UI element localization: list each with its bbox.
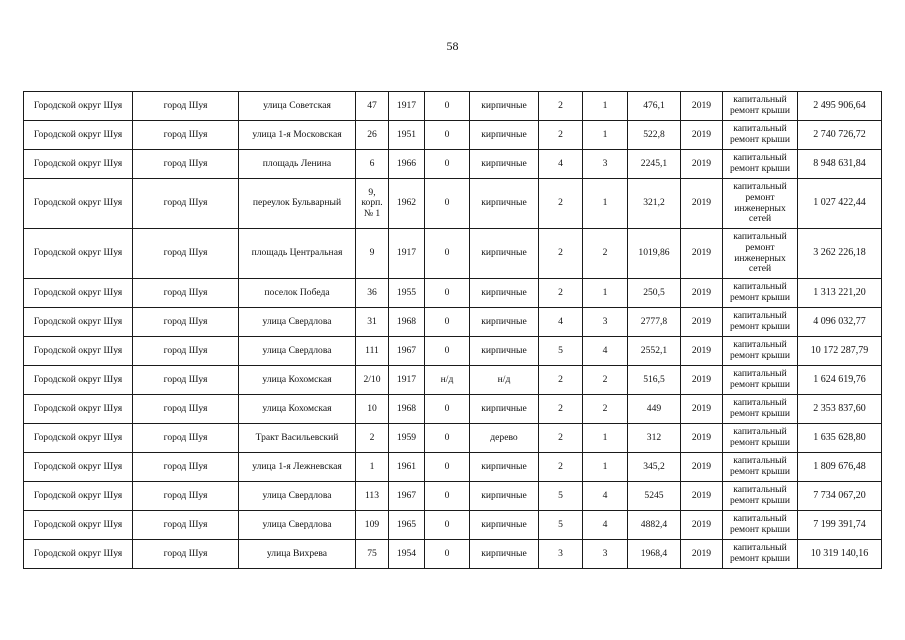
table-row bbox=[24, 482, 882, 511]
cost-cell: 2 495 906,64 bbox=[798, 92, 882, 121]
house-number-cell: 47 bbox=[356, 92, 389, 121]
area-cell: 449 bbox=[628, 395, 681, 424]
cost-cell: 7 199 391,74 bbox=[798, 511, 882, 540]
municipality-cell: Городской округ Шуя bbox=[24, 511, 133, 540]
table-row bbox=[24, 308, 882, 337]
floors-cell: 4 bbox=[539, 150, 583, 179]
year-built-cell: 1917 bbox=[389, 366, 425, 395]
settlement-cell: город Шуя bbox=[133, 482, 239, 511]
year-built-cell: 1959 bbox=[389, 424, 425, 453]
wall-material-cell: кирпичные bbox=[470, 179, 539, 229]
table-row bbox=[24, 337, 882, 366]
entrances-cell: 2 bbox=[583, 395, 628, 424]
house-number-cell: 31 bbox=[356, 308, 389, 337]
year-built-cell: 1951 bbox=[389, 121, 425, 150]
entrances-cell: 2 bbox=[583, 229, 628, 279]
year-built-cell: 1961 bbox=[389, 453, 425, 482]
street-cell: улица Вихрева bbox=[239, 540, 356, 569]
column-6-cell: н/д bbox=[425, 366, 470, 395]
table-row bbox=[24, 179, 882, 229]
floors-cell: 2 bbox=[539, 366, 583, 395]
year-built-cell: 1967 bbox=[389, 482, 425, 511]
column-6-cell: 0 bbox=[425, 453, 470, 482]
table-row bbox=[24, 279, 882, 308]
entrances-cell: 1 bbox=[583, 279, 628, 308]
street-cell: улица Свердлова bbox=[239, 482, 356, 511]
wall-material-cell: кирпичные bbox=[470, 337, 539, 366]
column-6-cell: 0 bbox=[425, 308, 470, 337]
column-6-cell: 0 bbox=[425, 179, 470, 229]
municipality-cell: Городской округ Шуя bbox=[24, 308, 133, 337]
wall-material-cell: кирпичные bbox=[470, 150, 539, 179]
house-number-cell: 2 bbox=[356, 424, 389, 453]
cost-cell: 1 313 221,20 bbox=[798, 279, 882, 308]
street-cell: площадь Ленина bbox=[239, 150, 356, 179]
repair-year-cell: 2019 bbox=[681, 395, 723, 424]
entrances-cell: 3 bbox=[583, 308, 628, 337]
year-built-cell: 1965 bbox=[389, 511, 425, 540]
house-number-cell: 2/10 bbox=[356, 366, 389, 395]
repair-year-cell: 2019 bbox=[681, 337, 723, 366]
wall-material-cell: кирпичные bbox=[470, 229, 539, 279]
cost-cell: 3 262 226,18 bbox=[798, 229, 882, 279]
entrances-cell: 1 bbox=[583, 121, 628, 150]
table-row bbox=[24, 366, 882, 395]
area-cell: 1019,86 bbox=[628, 229, 681, 279]
work-type-cell: капитальный ремонт крыши bbox=[723, 395, 798, 424]
street-cell: улица Свердлова bbox=[239, 511, 356, 540]
table-row bbox=[24, 424, 882, 453]
area-cell: 5245 bbox=[628, 482, 681, 511]
floors-cell: 2 bbox=[539, 92, 583, 121]
work-type-cell: капитальный ремонт крыши bbox=[723, 150, 798, 179]
column-6-cell: 0 bbox=[425, 229, 470, 279]
year-built-cell: 1968 bbox=[389, 395, 425, 424]
cost-cell: 1 624 619,76 bbox=[798, 366, 882, 395]
settlement-cell: город Шуя bbox=[133, 179, 239, 229]
municipality-cell: Городской округ Шуя bbox=[24, 337, 133, 366]
municipality-cell: Городской округ Шуя bbox=[24, 229, 133, 279]
entrances-cell: 4 bbox=[583, 511, 628, 540]
municipality-cell: Городской округ Шуя bbox=[24, 366, 133, 395]
repair-year-cell: 2019 bbox=[681, 121, 723, 150]
street-cell: улица Кохомская bbox=[239, 366, 356, 395]
work-type-cell: капитальный ремонт крыши bbox=[723, 424, 798, 453]
year-built-cell: 1968 bbox=[389, 308, 425, 337]
wall-material-cell: кирпичные bbox=[470, 279, 539, 308]
cost-cell: 4 096 032,77 bbox=[798, 308, 882, 337]
area-cell: 2777,8 bbox=[628, 308, 681, 337]
entrances-cell: 3 bbox=[583, 150, 628, 179]
street-cell: улица Свердлова bbox=[239, 308, 356, 337]
repair-year-cell: 2019 bbox=[681, 424, 723, 453]
municipality-cell: Городской округ Шуя bbox=[24, 92, 133, 121]
table-row bbox=[24, 229, 882, 279]
house-number-cell: 75 bbox=[356, 540, 389, 569]
repair-year-cell: 2019 bbox=[681, 482, 723, 511]
wall-material-cell: кирпичные bbox=[470, 453, 539, 482]
work-type-cell: капитальный ремонт инженерных сетей bbox=[723, 179, 798, 229]
entrances-cell: 1 bbox=[583, 179, 628, 229]
entrances-cell: 1 bbox=[583, 453, 628, 482]
table-row bbox=[24, 540, 882, 569]
settlement-cell: город Шуя bbox=[133, 453, 239, 482]
floors-cell: 2 bbox=[539, 121, 583, 150]
area-cell: 2552,1 bbox=[628, 337, 681, 366]
area-cell: 516,5 bbox=[628, 366, 681, 395]
house-number-cell: 6 bbox=[356, 150, 389, 179]
year-built-cell: 1917 bbox=[389, 229, 425, 279]
area-cell: 4882,4 bbox=[628, 511, 681, 540]
repair-year-cell: 2019 bbox=[681, 511, 723, 540]
settlement-cell: город Шуя bbox=[133, 308, 239, 337]
work-type-cell: капитальный ремонт крыши bbox=[723, 511, 798, 540]
cost-cell: 1 027 422,44 bbox=[798, 179, 882, 229]
wall-material-cell: кирпичные bbox=[470, 395, 539, 424]
column-6-cell: 0 bbox=[425, 337, 470, 366]
table-body bbox=[24, 92, 882, 569]
table-row bbox=[24, 121, 882, 150]
entrances-cell: 1 bbox=[583, 92, 628, 121]
municipality-cell: Городской округ Шуя bbox=[24, 179, 133, 229]
year-built-cell: 1967 bbox=[389, 337, 425, 366]
area-cell: 476,1 bbox=[628, 92, 681, 121]
work-type-cell: капитальный ремонт крыши bbox=[723, 337, 798, 366]
wall-material-cell: кирпичные bbox=[470, 308, 539, 337]
house-number-cell: 36 bbox=[356, 279, 389, 308]
work-type-cell: капитальный ремонт крыши bbox=[723, 482, 798, 511]
work-type-cell: капитальный ремонт крыши bbox=[723, 121, 798, 150]
column-6-cell: 0 bbox=[425, 511, 470, 540]
year-built-cell: 1955 bbox=[389, 279, 425, 308]
wall-material-cell: н/д bbox=[470, 366, 539, 395]
street-cell: улица 1-я Московская bbox=[239, 121, 356, 150]
street-cell: поселок Победа bbox=[239, 279, 356, 308]
street-cell: улица 1-я Лежневская bbox=[239, 453, 356, 482]
house-number-cell: 109 bbox=[356, 511, 389, 540]
municipality-cell: Городской округ Шуя bbox=[24, 395, 133, 424]
municipality-cell: Городской округ Шуя bbox=[24, 540, 133, 569]
column-6-cell: 0 bbox=[425, 279, 470, 308]
floors-cell: 5 bbox=[539, 511, 583, 540]
cost-cell: 10 172 287,79 bbox=[798, 337, 882, 366]
floors-cell: 2 bbox=[539, 453, 583, 482]
repair-year-cell: 2019 bbox=[681, 92, 723, 121]
area-cell: 1968,4 bbox=[628, 540, 681, 569]
entrances-cell: 1 bbox=[583, 424, 628, 453]
cost-cell: 1 635 628,80 bbox=[798, 424, 882, 453]
column-6-cell: 0 bbox=[425, 92, 470, 121]
table-row bbox=[24, 150, 882, 179]
work-type-cell: капитальный ремонт крыши bbox=[723, 279, 798, 308]
cost-cell: 2 740 726,72 bbox=[798, 121, 882, 150]
repair-year-cell: 2019 bbox=[681, 150, 723, 179]
work-type-cell: капитальный ремонт инженерных сетей bbox=[723, 229, 798, 279]
column-6-cell: 0 bbox=[425, 150, 470, 179]
work-type-cell: капитальный ремонт крыши bbox=[723, 92, 798, 121]
municipality-cell: Городской округ Шуя bbox=[24, 121, 133, 150]
floors-cell: 3 bbox=[539, 540, 583, 569]
table-row bbox=[24, 395, 882, 424]
house-number-cell: 9 bbox=[356, 229, 389, 279]
municipality-cell: Городской округ Шуя bbox=[24, 453, 133, 482]
repair-year-cell: 2019 bbox=[681, 229, 723, 279]
work-type-cell: капитальный ремонт крыши bbox=[723, 308, 798, 337]
column-6-cell: 0 bbox=[425, 424, 470, 453]
year-built-cell: 1962 bbox=[389, 179, 425, 229]
house-number-cell: 9, корп. № 1 bbox=[356, 179, 389, 229]
entrances-cell: 2 bbox=[583, 366, 628, 395]
cost-cell: 2 353 837,60 bbox=[798, 395, 882, 424]
settlement-cell: город Шуя bbox=[133, 92, 239, 121]
municipality-cell: Городской округ Шуя bbox=[24, 482, 133, 511]
floors-cell: 2 bbox=[539, 229, 583, 279]
repair-year-cell: 2019 bbox=[681, 366, 723, 395]
cost-cell: 1 809 676,48 bbox=[798, 453, 882, 482]
floors-cell: 2 bbox=[539, 179, 583, 229]
municipality-cell: Городской округ Шуя bbox=[24, 150, 133, 179]
wall-material-cell: кирпичные bbox=[470, 482, 539, 511]
table-row bbox=[24, 453, 882, 482]
column-6-cell: 0 bbox=[425, 121, 470, 150]
wall-material-cell: кирпичные bbox=[470, 121, 539, 150]
floors-cell: 2 bbox=[539, 279, 583, 308]
area-cell: 321,2 bbox=[628, 179, 681, 229]
settlement-cell: город Шуя bbox=[133, 366, 239, 395]
entrances-cell: 4 bbox=[583, 337, 628, 366]
column-6-cell: 0 bbox=[425, 482, 470, 511]
floors-cell: 4 bbox=[539, 308, 583, 337]
column-6-cell: 0 bbox=[425, 540, 470, 569]
area-cell: 345,2 bbox=[628, 453, 681, 482]
area-cell: 312 bbox=[628, 424, 681, 453]
area-cell: 2245,1 bbox=[628, 150, 681, 179]
street-cell: Тракт Васильевский bbox=[239, 424, 356, 453]
repair-year-cell: 2019 bbox=[681, 453, 723, 482]
house-number-cell: 10 bbox=[356, 395, 389, 424]
repair-year-cell: 2019 bbox=[681, 308, 723, 337]
municipality-cell: Городской округ Шуя bbox=[24, 279, 133, 308]
street-cell: переулок Бульварный bbox=[239, 179, 356, 229]
cost-cell: 7 734 067,20 bbox=[798, 482, 882, 511]
street-cell: улица Советская bbox=[239, 92, 356, 121]
table-row bbox=[24, 511, 882, 540]
table-row bbox=[24, 92, 882, 121]
column-6-cell: 0 bbox=[425, 395, 470, 424]
year-built-cell: 1966 bbox=[389, 150, 425, 179]
house-number-cell: 1 bbox=[356, 453, 389, 482]
cost-cell: 8 948 631,84 bbox=[798, 150, 882, 179]
year-built-cell: 1954 bbox=[389, 540, 425, 569]
housing-repair-table bbox=[23, 91, 882, 569]
work-type-cell: капитальный ремонт крыши bbox=[723, 540, 798, 569]
wall-material-cell: кирпичные bbox=[470, 92, 539, 121]
repair-year-cell: 2019 bbox=[681, 540, 723, 569]
settlement-cell: город Шуя bbox=[133, 229, 239, 279]
wall-material-cell: кирпичные bbox=[470, 511, 539, 540]
settlement-cell: город Шуя bbox=[133, 511, 239, 540]
municipality-cell: Городской округ Шуя bbox=[24, 424, 133, 453]
street-cell: улица Свердлова bbox=[239, 337, 356, 366]
area-cell: 250,5 bbox=[628, 279, 681, 308]
cost-cell: 10 319 140,16 bbox=[798, 540, 882, 569]
floors-cell: 5 bbox=[539, 337, 583, 366]
wall-material-cell: кирпичные bbox=[470, 540, 539, 569]
page-number: 58 bbox=[446, 39, 459, 53]
settlement-cell: город Шуя bbox=[133, 395, 239, 424]
house-number-cell: 26 bbox=[356, 121, 389, 150]
street-cell: площадь Центральная bbox=[239, 229, 356, 279]
floors-cell: 5 bbox=[539, 482, 583, 511]
entrances-cell: 3 bbox=[583, 540, 628, 569]
settlement-cell: город Шуя bbox=[133, 121, 239, 150]
settlement-cell: город Шуя bbox=[133, 540, 239, 569]
wall-material-cell: дерево bbox=[470, 424, 539, 453]
house-number-cell: 113 bbox=[356, 482, 389, 511]
floors-cell: 2 bbox=[539, 395, 583, 424]
work-type-cell: капитальный ремонт крыши bbox=[723, 366, 798, 395]
settlement-cell: город Шуя bbox=[133, 337, 239, 366]
floors-cell: 2 bbox=[539, 424, 583, 453]
house-number-cell: 111 bbox=[356, 337, 389, 366]
work-type-cell: капитальный ремонт крыши bbox=[723, 453, 798, 482]
year-built-cell: 1917 bbox=[389, 92, 425, 121]
entrances-cell: 4 bbox=[583, 482, 628, 511]
settlement-cell: город Шуя bbox=[133, 424, 239, 453]
street-cell: улица Кохомская bbox=[239, 395, 356, 424]
area-cell: 522,8 bbox=[628, 121, 681, 150]
settlement-cell: город Шуя bbox=[133, 279, 239, 308]
settlement-cell: город Шуя bbox=[133, 150, 239, 179]
repair-year-cell: 2019 bbox=[681, 179, 723, 229]
repair-year-cell: 2019 bbox=[681, 279, 723, 308]
